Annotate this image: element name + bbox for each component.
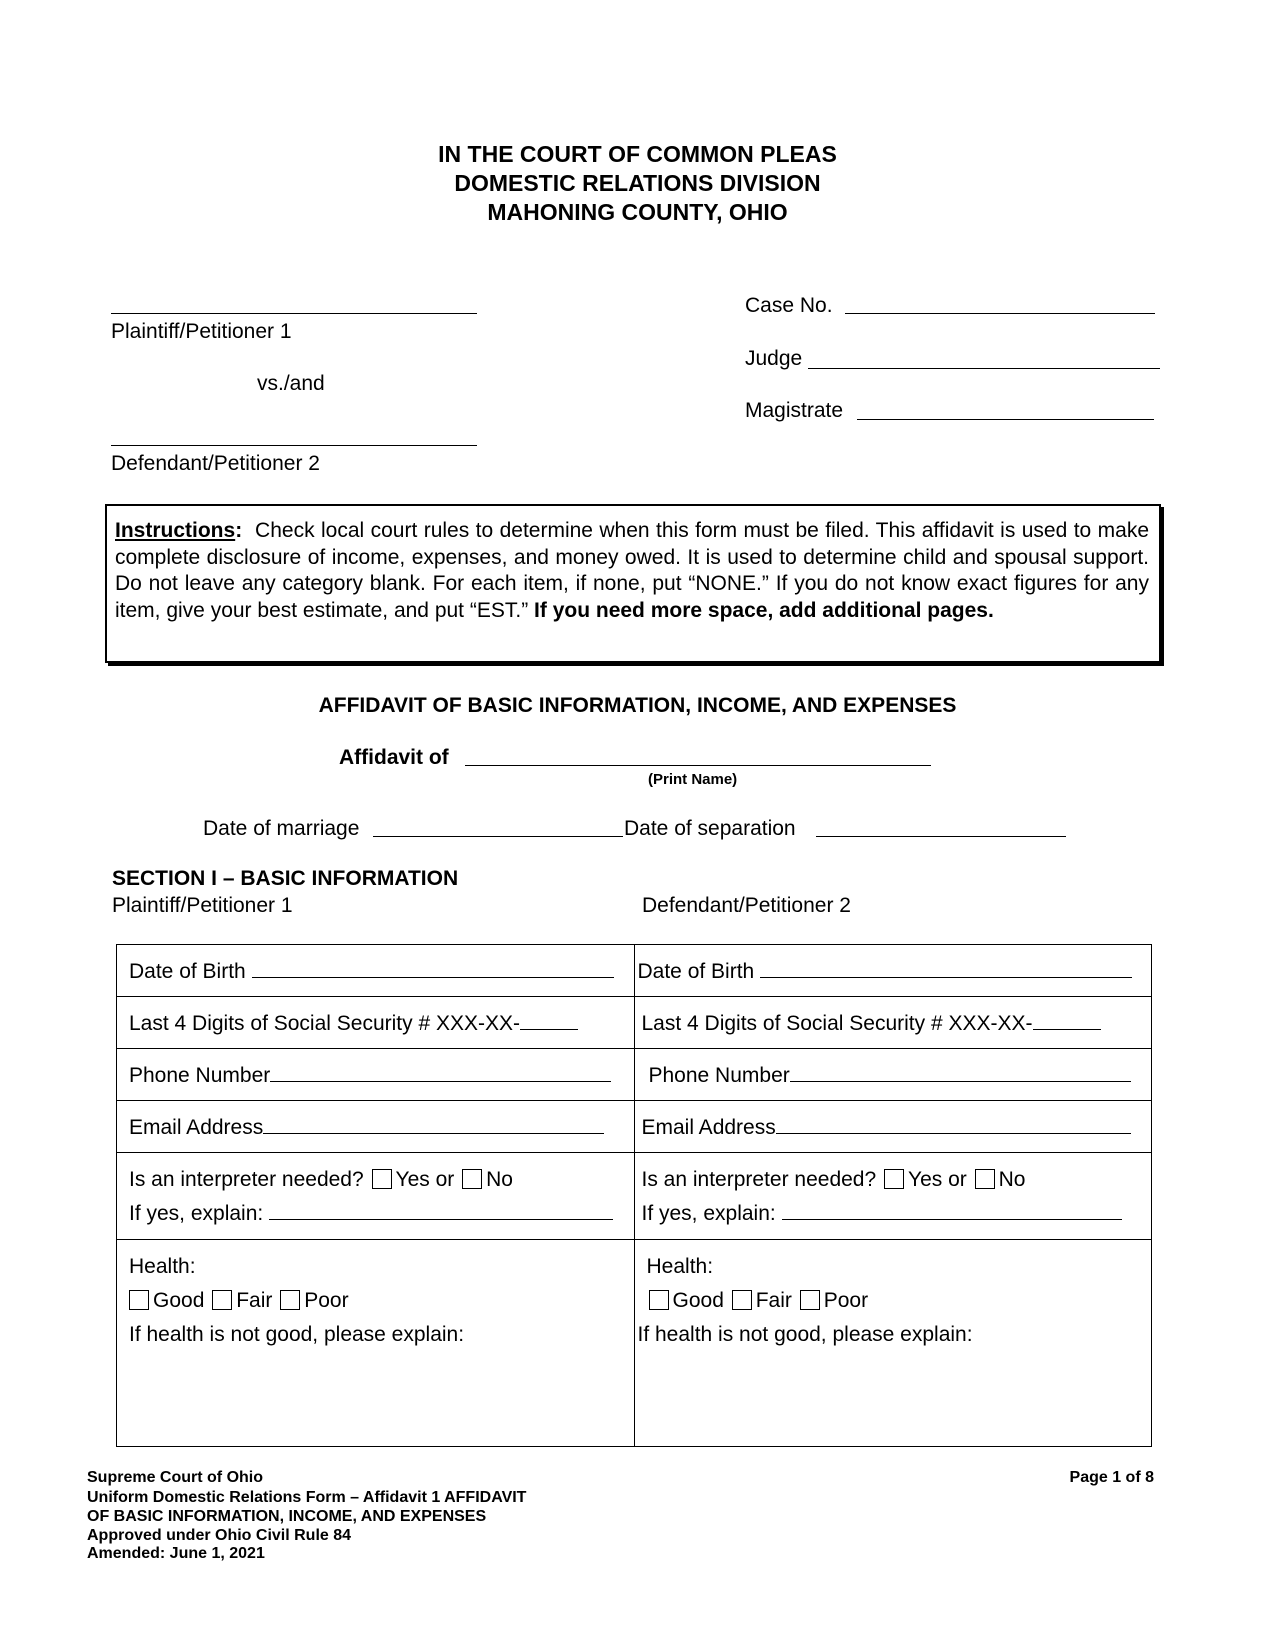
table-row (117, 945, 1152, 997)
col1-heading: Plaintiff/Petitioner 1 (112, 894, 293, 917)
plaintiff-name-field[interactable] (111, 313, 477, 314)
p1-health-label: Health: (129, 1255, 196, 1278)
case-no-field[interactable] (845, 313, 1155, 314)
p1-interpreter-yes-label: Yes or (395, 1168, 455, 1191)
date-of-marriage-label: Date of marriage (203, 817, 360, 840)
footer-line4: Approved under Ohio Civil Rule 84 (87, 1526, 352, 1544)
p1-interpreter-cell (117, 1153, 635, 1240)
court-title-line3: MAHONING COUNTY, OHIO (487, 199, 788, 225)
p1-health-good-checkbox[interactable] (129, 1290, 149, 1310)
p2-dob-cell (634, 945, 1152, 997)
p1-health-cell (117, 1240, 635, 1447)
footer-line5: Amended: June 1, 2021 (87, 1544, 265, 1562)
defendant-label: Defendant/Petitioner 2 (111, 452, 320, 475)
table-row (117, 1153, 1152, 1240)
p2-health-good-label: Good (672, 1289, 724, 1312)
p1-health-poor-checkbox[interactable] (280, 1290, 300, 1310)
court-title (0, 140, 1275, 227)
p2-dob-field[interactable] (760, 959, 1132, 978)
affidavit-title: AFFIDAVIT OF BASIC INFORMATION, INCOME, AND EXPENSES (318, 694, 957, 717)
judge-field[interactable] (808, 368, 1160, 369)
table-row (117, 1049, 1152, 1101)
p2-email-field[interactable] (776, 1115, 1131, 1134)
p1-interpreter-yes-checkbox[interactable] (372, 1169, 392, 1189)
court-title-line2: DOMESTIC RELATIONS DIVISION (454, 170, 821, 196)
p2-dob-label: Date of Birth (637, 960, 755, 983)
p2-phone-cell (634, 1049, 1152, 1101)
p2-email-label: Email Address (641, 1116, 776, 1139)
p2-interpreter-no-label: No (998, 1168, 1026, 1191)
footer-line2: Uniform Domestic Relations Form – Affidavit 1 AFFIDAVIT (87, 1488, 527, 1506)
p1-interpreter-no-label: No (486, 1168, 513, 1191)
date-of-marriage-field[interactable] (373, 836, 623, 837)
p1-dob-label: Date of Birth (129, 960, 246, 983)
defendant-name-field[interactable] (111, 445, 477, 446)
p2-health-poor-checkbox[interactable] (800, 1290, 820, 1310)
p1-health-poor-label: Poor (304, 1289, 349, 1312)
magistrate-field[interactable] (857, 419, 1154, 420)
p2-ssn-field[interactable] (1033, 1011, 1101, 1030)
p1-ssn-field[interactable] (520, 1011, 578, 1030)
instructions-box: Instructions: Check local court rules to determine when this form must be filed. This affidavit is used to make complete disclosure of income, expenses, and money owed. It is used to determine child and spousal support. Do not leave any category blank. For each item, if none, put “NONE.” If you do not know exact figures for any item, give your best estimate, and put “EST.” If you need more space, add additional pages. (105, 504, 1161, 663)
p2-ssn-cell (634, 997, 1152, 1049)
p2-interpreter-yes-label: Yes or (908, 1168, 967, 1191)
p2-interpreter-yes-checkbox[interactable] (884, 1169, 904, 1189)
p2-email-cell (634, 1101, 1152, 1153)
table-row (117, 1101, 1152, 1153)
p2-health-good-checkbox[interactable] (649, 1290, 669, 1310)
table-row (117, 997, 1152, 1049)
p2-interpreter-question: Is an interpreter needed? (641, 1168, 877, 1191)
p1-email-field[interactable] (263, 1115, 604, 1134)
magistrate-label: Magistrate (745, 399, 844, 422)
date-of-separation-label: Date of separation (624, 817, 796, 840)
p2-health-label: Health: (646, 1255, 714, 1278)
p1-phone-cell (117, 1049, 635, 1101)
p1-email-cell (117, 1101, 635, 1153)
page-number: Page 1 of 8 (1069, 1469, 1154, 1486)
instructions-heading: Instructions (115, 519, 236, 542)
instructions-body: Check local court rules to determine when this form must be filed. This affidavit is used to make complete disclosure of income, expenses, and money owed. It is used to determine child and spousal support. Do not leave any category blank. For each item, if none, put “NONE.” If you do not know exact figures for any item, give your best estimate, and put “EST.” (115, 519, 1150, 622)
p2-health-explain-label: If health is not good, please explain: (637, 1323, 973, 1346)
p1-health-explain-label: If health is not good, please explain: (129, 1323, 465, 1346)
section1-title: SECTION I – BASIC INFORMATION (112, 867, 459, 890)
p1-health-fair-label: Fair (236, 1289, 273, 1312)
case-no-label: Case No. (745, 294, 833, 317)
affidavit-of-label: Affidavit of (339, 746, 449, 769)
p1-phone-label: Phone Number (129, 1064, 271, 1087)
footer-info (87, 1468, 526, 1563)
date-of-separation-field[interactable] (816, 836, 1066, 837)
p2-health-poor-label: Poor (823, 1289, 869, 1312)
p1-phone-field[interactable] (270, 1063, 611, 1082)
plaintiff-label: Plaintiff/Petitioner 1 (111, 320, 292, 343)
p1-if-yes-label: If yes, explain: (129, 1202, 264, 1225)
p2-phone-label: Phone Number (648, 1064, 790, 1087)
table-row (117, 1240, 1152, 1447)
p2-interpreter-no-checkbox[interactable] (975, 1169, 995, 1189)
p2-interpreter-cell (634, 1153, 1152, 1240)
p2-health-fair-label: Fair (755, 1289, 792, 1312)
affidavit-name-field[interactable] (465, 765, 931, 766)
col2-heading: Defendant/Petitioner 2 (642, 894, 851, 917)
p2-phone-field[interactable] (790, 1063, 1131, 1082)
court-title-line1: IN THE COURT OF COMMON PLEAS (438, 141, 837, 167)
p1-if-yes-field[interactable] (269, 1201, 613, 1220)
p1-interpreter-no-checkbox[interactable] (462, 1169, 482, 1189)
footer-line3: OF BASIC INFORMATION, INCOME, AND EXPENSES (87, 1508, 487, 1525)
p1-dob-cell (117, 945, 635, 997)
p1-ssn-cell (117, 997, 635, 1049)
p1-email-label: Email Address (129, 1116, 264, 1139)
p1-ssn-label: Last 4 Digits of Social Security # XXX-XX- (129, 1012, 520, 1035)
p2-ssn-label: Last 4 Digits of Social Security # XXX-XX- (641, 1012, 1033, 1035)
p1-health-good-label: Good (153, 1289, 205, 1312)
p1-dob-field[interactable] (252, 959, 614, 978)
footer-line1: Supreme Court of Ohio (87, 1469, 263, 1486)
p2-if-yes-label: If yes, explain: (641, 1202, 776, 1225)
p1-interpreter-question: Is an interpreter needed? (129, 1168, 364, 1191)
p2-if-yes-field[interactable] (782, 1201, 1122, 1220)
basic-info-table (116, 944, 1152, 1447)
instructions-bold-tail: If you need more space, add additional pages. (534, 598, 994, 622)
p2-health-cell (634, 1240, 1152, 1447)
vs-label: vs./and (257, 372, 325, 395)
judge-label: Judge (745, 347, 803, 370)
p1-health-fair-checkbox[interactable] (212, 1290, 232, 1310)
print-name-note: (Print Name) (648, 771, 738, 788)
p2-health-fair-checkbox[interactable] (732, 1290, 752, 1310)
